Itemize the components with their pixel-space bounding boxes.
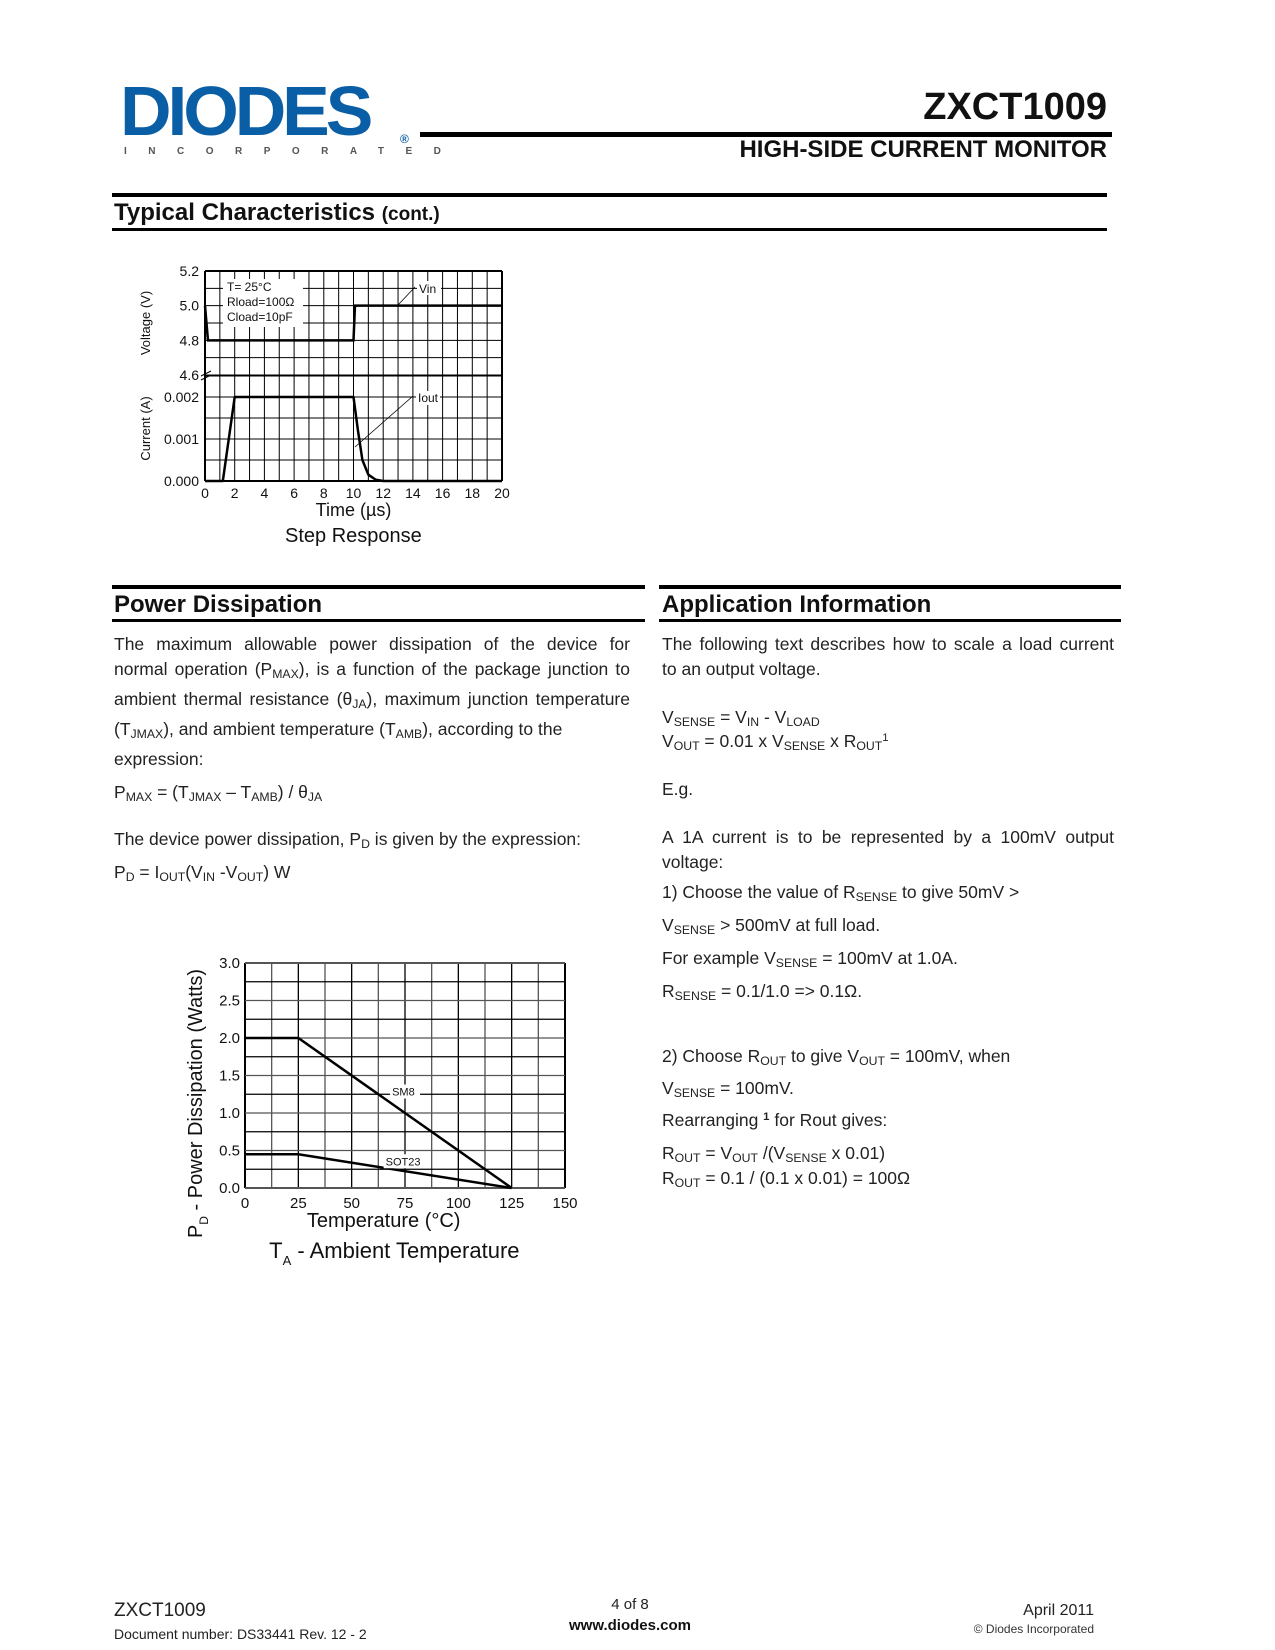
x-tick-label: 0 [240,1195,250,1212]
x-axis-label: Time (µs) [315,500,392,520]
text-line: $(T_{JMAX})$, and ambient temperature $(T_{AMB})$, according to the [114,719,563,742]
part-subtitle: HIGH-SIDE CURRENT MONITOR [739,136,1107,163]
text-line: The following text describes how to scale a load current [662,634,1114,654]
x-tick-label: 125 [499,1195,525,1212]
title-rest: - Ambient Temperature [291,1238,520,1263]
step2-line: $V_{SENSE} = 100mV$. [662,1078,794,1101]
x-tick-label: 0 [201,485,209,501]
chart-annotation: T= 25°C [227,280,272,294]
equation-vsense: $V_{SENSE} = V_{IN} - V_{LOAD}$ [662,707,820,730]
text-line: ambient thermal resistance $(\theta_{JA})$, maximum junction temperature [114,689,630,712]
x-tick-label: 8 [319,485,328,501]
y-label-rest: - Power Dissipation (Watts) [185,968,207,1217]
y-tick-label: 5.2 [179,263,199,279]
section-rule-top [112,585,645,589]
section-rule-top [112,193,1107,197]
step-response-chart [125,255,545,555]
x-tick-label: 10 [345,485,362,501]
x-tick-label: 50 [343,1195,361,1212]
section-rule-bottom [112,619,645,622]
text-line: to an output voltage. [662,659,821,679]
text-line: A 1A current is to be represented by a 100mV output [662,827,1114,847]
x-tick-label: 12 [375,485,391,501]
example-label: E.g. [662,779,694,799]
y-label-sub: D [197,1216,211,1225]
step1-line: $V_{SENSE} > 500mV$ at full load. [662,915,881,938]
y-axis-label-current: Current (A) [138,396,153,461]
company-logo [120,72,463,160]
chart-title [269,1238,519,1268]
y-tick-label: 4.6 [179,367,199,383]
footer-part-number: ZXCT1009 [114,1600,206,1621]
equation-rout: $R_{OUT} = V_{OUT}$ $/(V_{SENSE}$ x 0.01) [662,1143,886,1166]
equation-rout-value: $R_{OUT} = 0.1 / (0.1$ x 0.01) = 100Ω [662,1168,911,1191]
title-main: T [269,1238,283,1263]
step1-line: 1) Choose the value of $R_{SENSE}$ to give 50mV > [662,882,1020,905]
x-axis-label: Temperature (°C) [306,1210,461,1232]
y-tick-label: 0.002 [163,389,199,405]
y-tick-label: 0.000 [163,473,199,489]
step2-line: 2) Choose $R_{OUT}$ to give $V_{OUT} = 100mV$, when [662,1046,1011,1069]
x-tick-label: 4 [260,485,269,501]
section-title-suffix: (cont.) [381,204,440,225]
equation-pd: $P_D = I_{OUT}(V_{IN}$ $-V_{OUT}$) W [114,862,291,885]
section-title-application-info: Application Information [662,591,932,618]
equation-vout: $V_{OUT} = 0.01$ x $V_{SENSE}$ x $R_{OUT}^1$ [662,731,889,754]
part-number-title: ZXCT1009 [923,86,1107,128]
y-axis-label-voltage: Voltage (V) [138,290,153,356]
footer-doc-number: Document number: DS33441 Rev. 12 - 2 [114,1626,367,1642]
logo-subtext: INCORPORATED [124,146,463,157]
x-tick-label: 20 [494,485,510,501]
x-tick-label: 14 [405,485,421,501]
y-tick-label: 0.5 [219,1142,240,1160]
x-tick-label: 18 [464,485,481,501]
section-rule-bottom [659,619,1121,622]
text-line: voltage: [662,852,724,872]
equation-pmax: $P_{MAX} = (T_{JMAX} - T_{AMB}) / \theta_{JA}$ [114,782,323,805]
x-tick-label: 2 [230,485,239,501]
y-tick-label: 1.5 [219,1067,240,1085]
y-tick-label: 0.001 [163,431,199,447]
application-intro [662,632,1114,682]
footer-page-number: 4 of 8 [611,1596,649,1613]
chart-annotation: Rload=100Ω [227,295,295,309]
y-tick-label: 2.5 [219,992,240,1010]
series-label-sm8: SM8 [392,1086,415,1099]
chart-annotation: Cload=10pF [227,310,293,324]
section-rule-bottom [112,228,1107,231]
y-tick-label: 4.8 [179,332,199,349]
power-derating-chart [180,945,600,1275]
series-label-vin: Vin [419,282,437,296]
power-dissipation-paragraph [114,632,630,772]
x-tick-label: 16 [434,485,451,501]
footer-copyright: © Diodes Incorporated [973,1622,1094,1636]
power-dissipation-text: The device power dissipation, $P_D$ is given by the expression: [114,829,582,852]
footer-website-link[interactable]: www.diodes.com [569,1617,691,1634]
text-line: normal operation $(P_{MAX})$, is a function of the package junction to [114,659,630,682]
text-line: expression: [114,749,204,770]
section-title-typical [114,199,440,227]
logo-wordmark: DIODES [120,72,370,150]
step1-line: For example $V_{SENSE} = 100mV$ at 1.0A. [662,948,958,971]
footer-date: April 2011 [1023,1602,1094,1619]
section-title-text: Typical Characteristics [114,199,376,226]
step1-line: $R_{SENSE} = 0.1/1.0 => 0.1\Omega$. [662,981,863,1004]
step-response-caption: Step Response [285,525,422,547]
x-tick-label: 6 [290,485,298,501]
text-line: The maximum allowable power dissipation of the device for [114,634,630,654]
registered-mark: ® [400,132,409,146]
y-tick-label: 0.0 [219,1180,240,1197]
series-label-iout: Iout [418,391,439,405]
x-tick-label: 150 [552,1195,578,1212]
series-label-sot23: SOT23 [385,1156,421,1169]
y-tick-label: 5.0 [179,297,199,314]
title-sub: A [282,1253,292,1268]
section-rule-top [659,585,1121,589]
example-paragraph [662,825,1114,875]
step2-line: Rearranging $^1$ for Rout gives: [662,1110,888,1130]
y-label-main: P [185,1224,207,1239]
x-tick-label: 25 [289,1195,307,1212]
y-tick-label: 3.0 [219,955,240,972]
y-axis-label [185,969,211,1238]
section-title-power-dissipation: Power Dissipation [114,591,323,618]
x-tick-label: 75 [396,1195,414,1212]
x-tick-label: 100 [445,1195,471,1212]
y-tick-label: 2.0 [219,1030,240,1047]
y-tick-label: 1.0 [219,1105,240,1122]
